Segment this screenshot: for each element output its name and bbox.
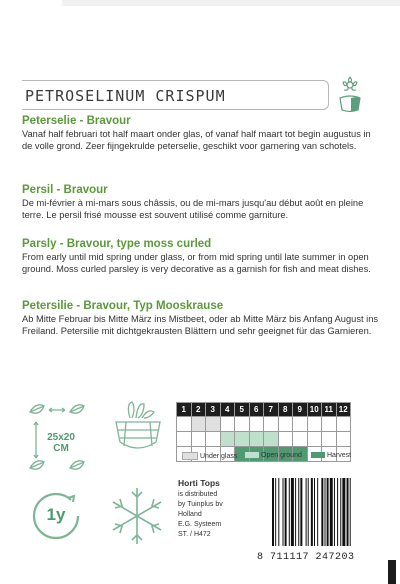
- calendar-cell: [177, 417, 192, 432]
- section-english: [22, 237, 378, 275]
- frost-hardy-snowflake-icon: [106, 484, 168, 548]
- section-dutch-body: Vanaf half februari tot half maart onder glas, of vanaf half maart tot begin augustus in de volle grond. Zeer fijngekrulde peterselie, geschikt voor garnering van schotels.: [22, 129, 371, 151]
- spacing-icon: [22, 398, 98, 482]
- legend-swatch-under-glass: [182, 452, 198, 460]
- calendar-cell: [264, 432, 279, 447]
- month-1: 1: [177, 403, 192, 417]
- calendar-cell: [307, 432, 322, 447]
- species-title: PETROSELINUM CRISPUM: [25, 87, 226, 105]
- calendar-cell: [206, 432, 221, 447]
- company-line-5: ST. / H472: [178, 531, 211, 538]
- month-3: 3: [206, 403, 221, 417]
- section-dutch-title: Peterselie - Bravour: [22, 115, 131, 127]
- calendar-cell: [322, 432, 337, 447]
- calendar-cell: [322, 417, 337, 432]
- company-line-3: Holland: [178, 511, 202, 518]
- calendar-cell: [249, 432, 264, 447]
- month-6: 6: [249, 403, 264, 417]
- calendar-row: [177, 432, 351, 447]
- legend-swatch-harvest: [311, 452, 325, 458]
- section-french-title: Persil - Bravour: [22, 184, 108, 196]
- company-line-1: is distributed: [178, 491, 218, 498]
- month-2: 2: [191, 403, 206, 417]
- calendar-cell: [278, 417, 293, 432]
- spacing-unit: CM: [53, 443, 69, 454]
- calendar-cell: [264, 417, 279, 432]
- calendar-cell: [191, 417, 206, 432]
- calendar-cell: [336, 432, 351, 447]
- month-12: 12: [336, 403, 351, 417]
- calendar-cell: [177, 432, 192, 447]
- month-4: 4: [220, 403, 235, 417]
- section-dutch: [22, 114, 378, 152]
- annual-lifecycle-icon: [28, 488, 84, 544]
- calendar-cell: [293, 432, 308, 447]
- section-english-title: Parsly - Bravour, type moss curled: [22, 238, 212, 250]
- top-strip: [62, 0, 400, 6]
- month-9: 9: [293, 403, 308, 417]
- species-banner: [22, 80, 329, 110]
- seed-logo-icon: [334, 74, 366, 114]
- calendar-cell: [206, 417, 221, 432]
- calendar-cell: [293, 417, 308, 432]
- month-11: 11: [322, 403, 337, 417]
- calendar-cell: [191, 432, 206, 447]
- month-7: 7: [264, 403, 279, 417]
- calendar-cell: [249, 417, 264, 432]
- company-name: Horti Tops: [178, 478, 220, 488]
- section-german-title: Petersilie - Bravour, Typ Mooskrause: [22, 300, 224, 312]
- section-french-body: De mi-février à mi-mars sous châssis, ou de mi-mars jusqu'au début août en pleine terre. Le persil frisé mousse est souvent utilisé comme garniture.: [22, 198, 364, 220]
- lifecycle-label: 1y: [46, 505, 66, 524]
- legend-open-ground: Open ground: [245, 452, 302, 459]
- calendar-cell: [220, 432, 235, 447]
- legend-swatch-open-ground: [245, 452, 259, 458]
- section-german: [22, 299, 378, 337]
- calendar-cell: [220, 417, 235, 432]
- bottom-edge-bar: [388, 560, 396, 584]
- legend-under-glass: Under glass: [182, 452, 237, 460]
- spacing-label: 25x20: [47, 432, 75, 443]
- calendar-cell: [336, 417, 351, 432]
- company-line-2: by Tuinplus bv: [178, 501, 223, 508]
- legend-harvest: Harvest: [311, 452, 351, 459]
- section-french: [22, 183, 378, 221]
- calendar-cell: [235, 417, 250, 432]
- calendar-cell: [307, 417, 322, 432]
- month-8: 8: [278, 403, 293, 417]
- calendar-cell: [278, 432, 293, 447]
- distributor-info: [178, 478, 223, 540]
- calendar-row: [177, 417, 351, 432]
- month-10: 10: [307, 403, 322, 417]
- section-german-body: Ab Mitte Februar bis Mitte März ins Mistbeet, oder ab Mitte März bis Anfang August ins Freiland. Petersilie mit dichtgekrausten Blättern und sehr geeignet für das Garnieren.: [22, 314, 379, 336]
- barcode-image: [268, 476, 380, 554]
- barcode-number: 8 711117 247203: [257, 552, 355, 563]
- company-line-4: E.G. Systeem: [178, 521, 222, 528]
- month-5: 5: [235, 403, 250, 417]
- section-english-body: From early until mid spring under glass, or from mid spring until late summer in open ground. Moss curled parsley is very decorative as a garnish for fish and meat dishes.: [22, 252, 371, 274]
- container-pot-icon: [110, 400, 166, 460]
- calendar-cell: [235, 432, 250, 447]
